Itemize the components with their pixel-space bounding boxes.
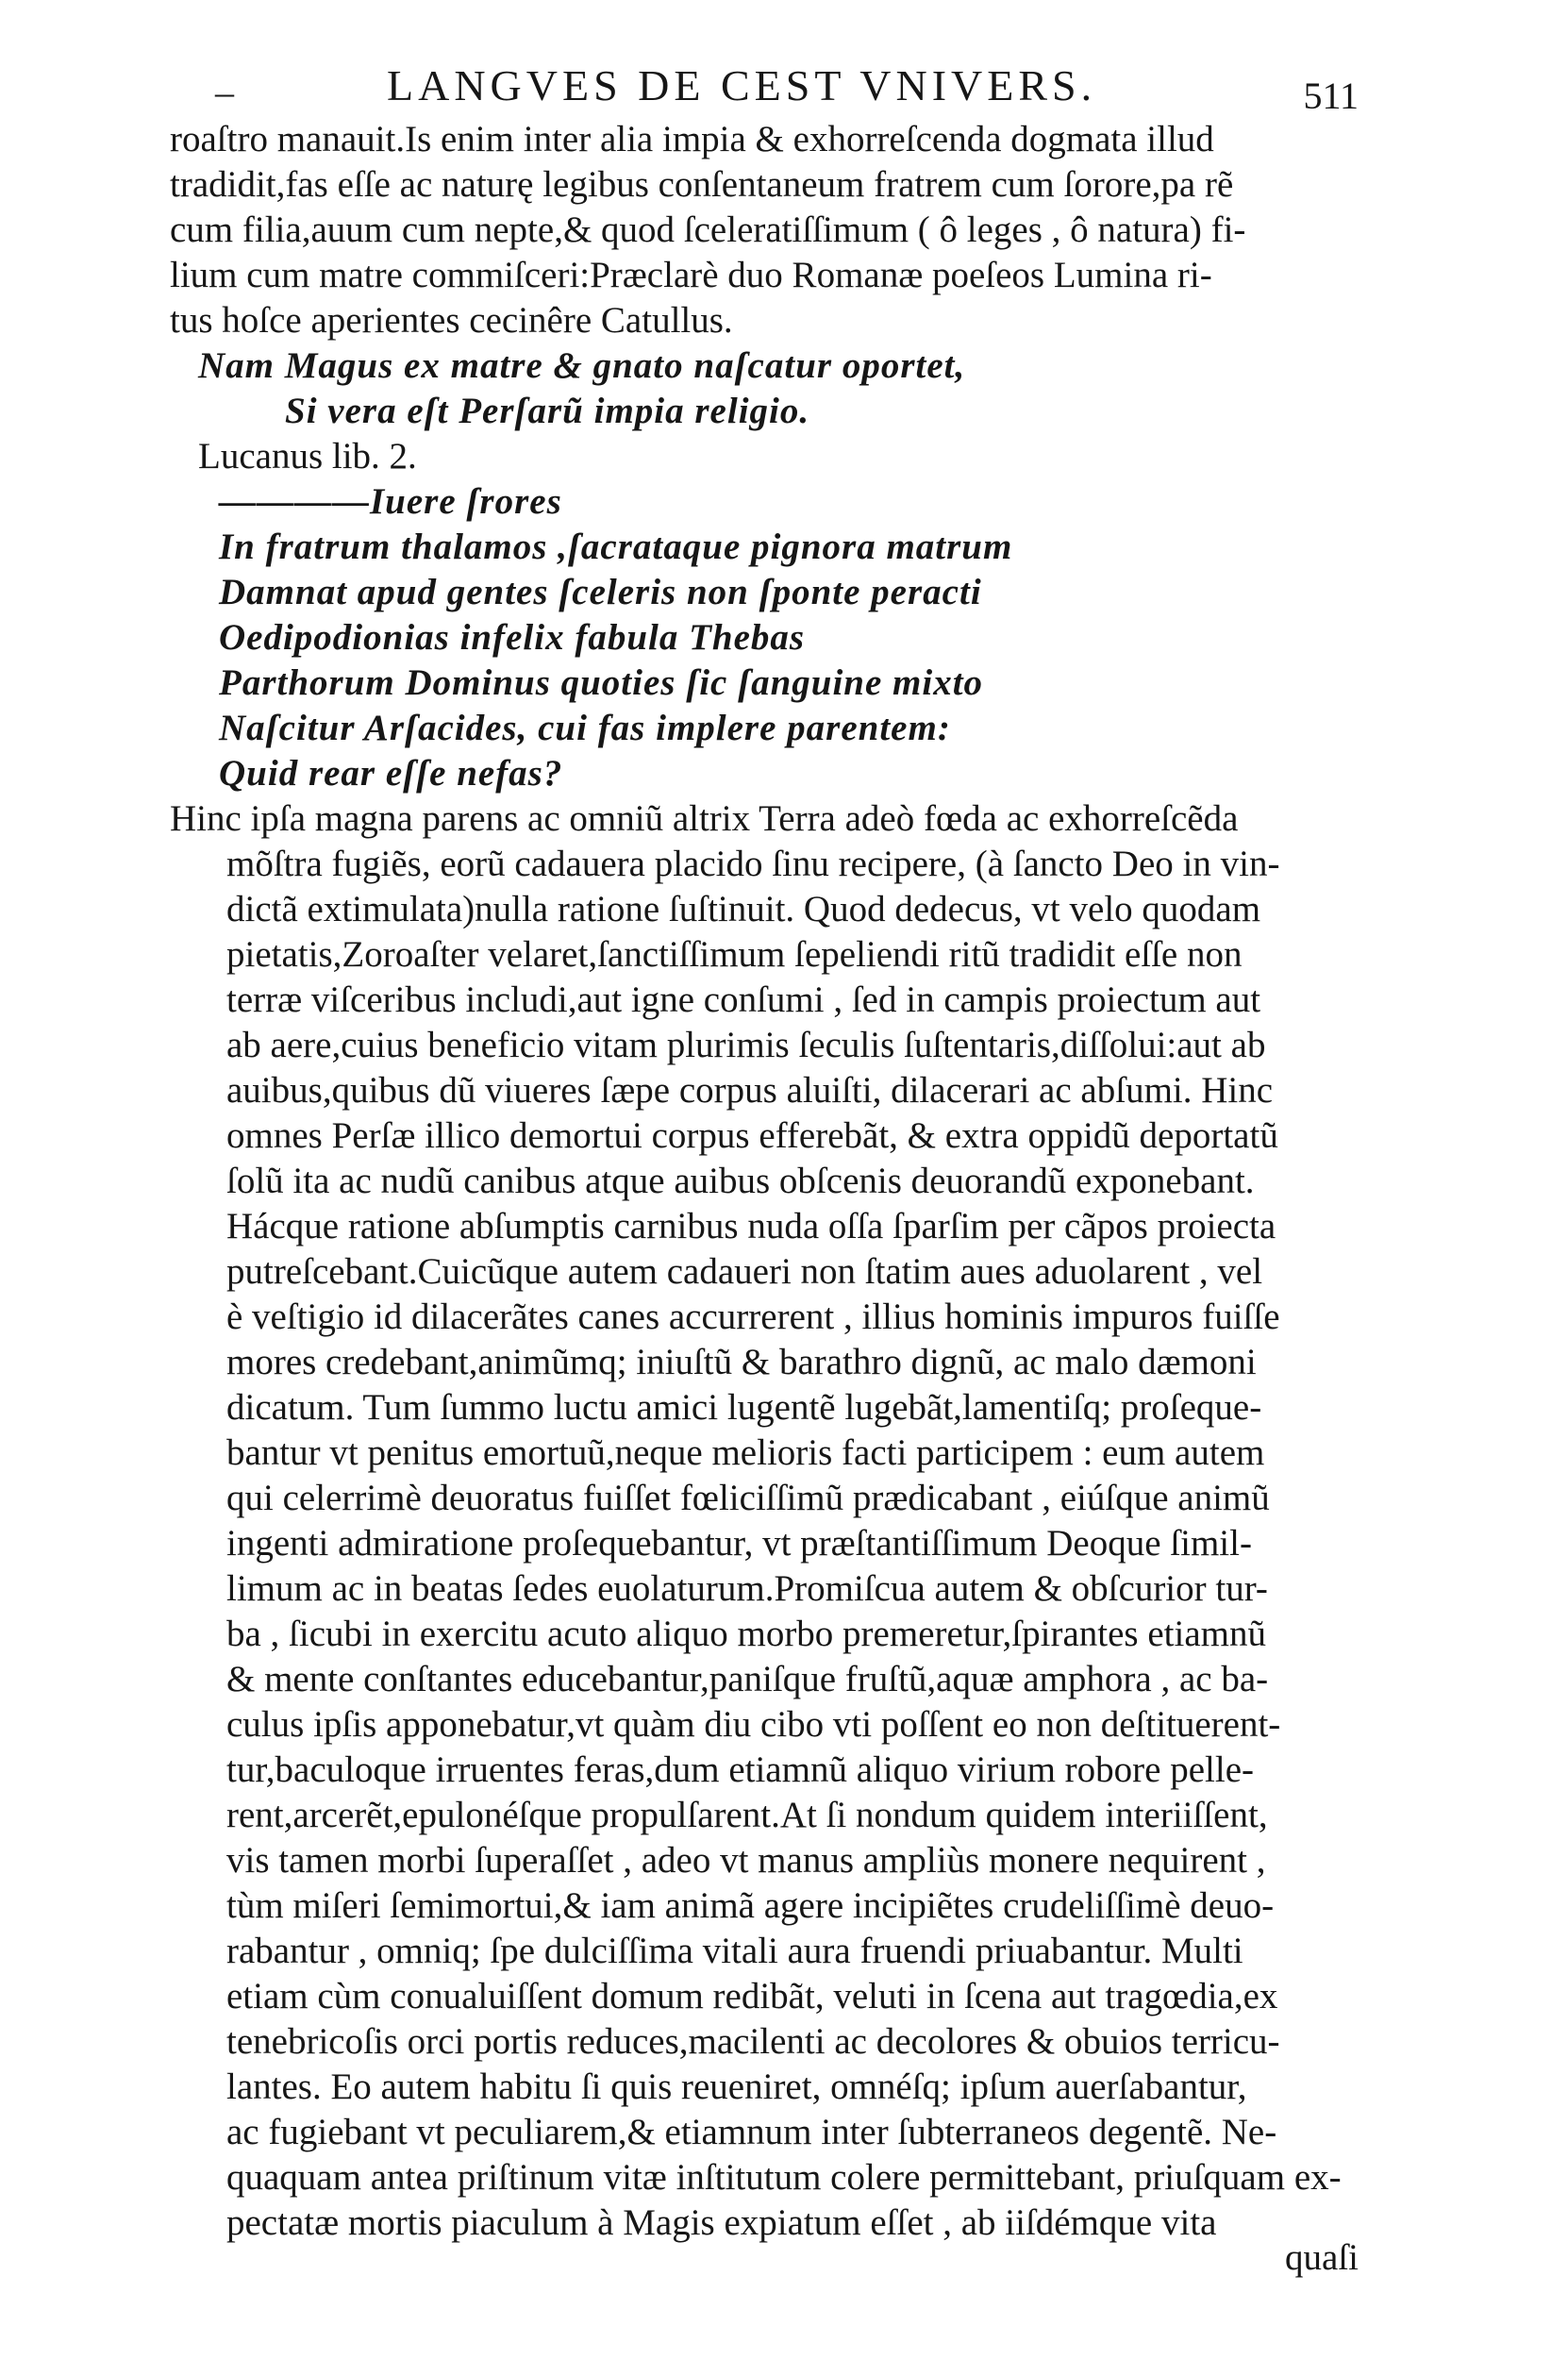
text-line: pietatis,Zoroaſter velaret,ſanctiſſimum ſepeliendi ritũ tradidit eſſe non <box>226 934 1243 975</box>
text-line: bantur vt penitus emortuũ,neque melioris facti participem : eum autem <box>226 1432 1265 1473</box>
text-line: mõſtra fugiẽs, eorũ cadauera placido ſinu recipere, (à ſancto Deo in vin- <box>226 844 1280 884</box>
source-citation: Lucanus lib. 2. <box>198 436 417 477</box>
text-line: etiam cùm conualuiſſent domum redibãt, veluti in ſcena aut tragœdia,ex <box>226 1976 1278 2016</box>
text-line: ac fugiebant vt peculiarem,& etiamnum inter ſubterraneos degentẽ. Ne- <box>226 2112 1277 2152</box>
text-line: tenebricoſis orci portis reduces,macilenti ac decolores & obuios terricu- <box>226 2021 1280 2062</box>
header-dash: – <box>215 71 234 113</box>
verse-line: Damnat apud gentes ſceleris non ſponte peracti <box>219 572 982 612</box>
text-line: rabantur , omniq; ſpe dulciſſima vitali aura fruendi priuabantur. Multi <box>226 1931 1243 1971</box>
text-line: qui celerrimè deuoratus fuiſſet fœliciſſimũ prædicabant , eiúſque animũ <box>226 1478 1270 1518</box>
text-line: pectatæ mortis piaculum à Magis expiatum eſſet , ab iiſdémque vita <box>226 2202 1217 2243</box>
text-line: cum filia,auum cum nepte,& quod ſceleratiſſimum ( ô leges , ô natura) fi- <box>170 209 1246 250</box>
text-line: ba , ſicubi in exercitu acuto aliquo morbo premeretur,ſpirantes etiamnũ <box>226 1614 1266 1654</box>
text-line: è veſtigio id dilacerãtes canes accurrerent , illius hominis impuros fuiſſe <box>226 1297 1280 1337</box>
verse-line: Naſcitur Arſacides, cui fas implere parentem: <box>219 708 951 748</box>
verse-line: Nam Magus ex matre & gnato naſcatur oportet, <box>198 345 966 386</box>
verse-line: In fratrum thalamos ,ſacrataque pignora matrum <box>219 527 1013 567</box>
text-line: lium cum matre commiſceri:Præclarè duo Romanæ poeſeos Lumina ri- <box>170 255 1212 295</box>
verse-line: ————Iuere ſrores <box>219 481 562 522</box>
text-line: mores credebant,animũmq; iniuſtũ & barathro dignũ, ac malo dæmoni <box>226 1342 1257 1382</box>
text-line: tus hoſce aperientes cecinêre Catullus. <box>170 300 733 341</box>
verse-line: Parthorum Dominus quoties ſic ſanguine mixto <box>219 662 984 703</box>
verse-line: Si vera eſt Perſarũ impia religio. <box>285 391 810 431</box>
page-header <box>142 55 1359 117</box>
text-line: terræ viſceribus includi,aut igne conſumi , ſed in campis proiectum aut <box>226 979 1261 1020</box>
text-line: putreſcebant.Cuicũque autem cadaueri non ſtatim aues aduolarent , vel <box>226 1251 1263 1292</box>
text-line: & mente conſtantes educebantur,paniſque fruſtũ,aquæ amphora , ac ba- <box>226 1659 1269 1699</box>
running-head: LANGVES DE CEST VNIVERS. <box>387 61 1097 109</box>
text-line: ingenti admiratione proſequebantur, vt præſtantiſſimum Deoque ſimil- <box>226 1523 1252 1564</box>
text-line: quaquam antea priſtinum vitæ inſtitutum colere permittebant, priuſquam ex- <box>226 2157 1342 2198</box>
text-line: roaſtro manauit.Is enim inter alia impia & exhorreſcenda dogmata illud <box>170 119 1214 159</box>
text-line: rent,arcerẽt,epulonéſque propulſarent.At ſi nondum quidem interiiſſent, <box>226 1795 1268 1835</box>
text-line: tùm miſeri ſemimortui,& iam animã agere incipiẽtes crudeliſſimè deuo- <box>226 1885 1275 1926</box>
page-number: 511 <box>1303 75 1359 117</box>
text-line: lantes. Eo autem habitu ſi quis reueniret, omnéſq; ipſum auerſabantur, <box>226 2066 1247 2107</box>
text-line: Hácque ratione abſumptis carnibus nuda oſſa ſparſim per cãpos proiecta <box>226 1206 1276 1246</box>
text-line: dicatum. Tum ſummo luctu amici lugentẽ lugebãt,lamentiſq; proſeque- <box>226 1387 1262 1428</box>
text-line: ſolũ ita ac nudũ canibus atque auibus obſcenis deuorandũ exponebant. <box>226 1161 1255 1201</box>
verse-line: Quid rear eſſe nefas? <box>219 753 563 794</box>
text-line: ab aere,cuius beneficio vitam plurimis ſeculis ſuſtentaris,diſſolui:aut ab <box>226 1025 1266 1065</box>
text-line: auibus,quibus dũ viueres ſæpe corpus aluiſti, dilacerari ac abſumi. Hinc <box>226 1070 1274 1111</box>
text-line: dictã extimulata)nulla ratione ſuſtinuit. Quod dedecus, vt velo quodam <box>226 889 1261 929</box>
catchword: quaſi <box>1285 2237 1359 2278</box>
text-line: culus ipſis apponebatur,vt quàm diu cibo vti poſſent eo non deſtituerent- <box>226 1704 1281 1745</box>
verse-line: Oedipodionias infelix fabula Thebas <box>219 617 806 658</box>
text-line: tur,baculoque irruentes feras,dum etiamnũ aliquo virium robore pelle- <box>226 1749 1254 1790</box>
text-line: tradidit,fas eſſe ac naturę legibus conſentaneum fratrem cum ſorore,pa rẽ <box>170 164 1234 205</box>
text-line: Hinc ipſa magna parens ac omniũ altrix Terra adeò fœda ac exhorreſcẽda <box>170 798 1239 839</box>
text-line: omnes Perſæ illico demortui corpus efferebãt, & extra oppidũ deportatũ <box>226 1115 1278 1156</box>
text-line: vis tamen morbi ſuperaſſet , adeo vt manus ampliùs monere nequirent , <box>226 1840 1266 1881</box>
text-line: limum ac in beatas ſedes euolaturum.Promiſcua autem & obſcurior tur- <box>226 1568 1268 1609</box>
